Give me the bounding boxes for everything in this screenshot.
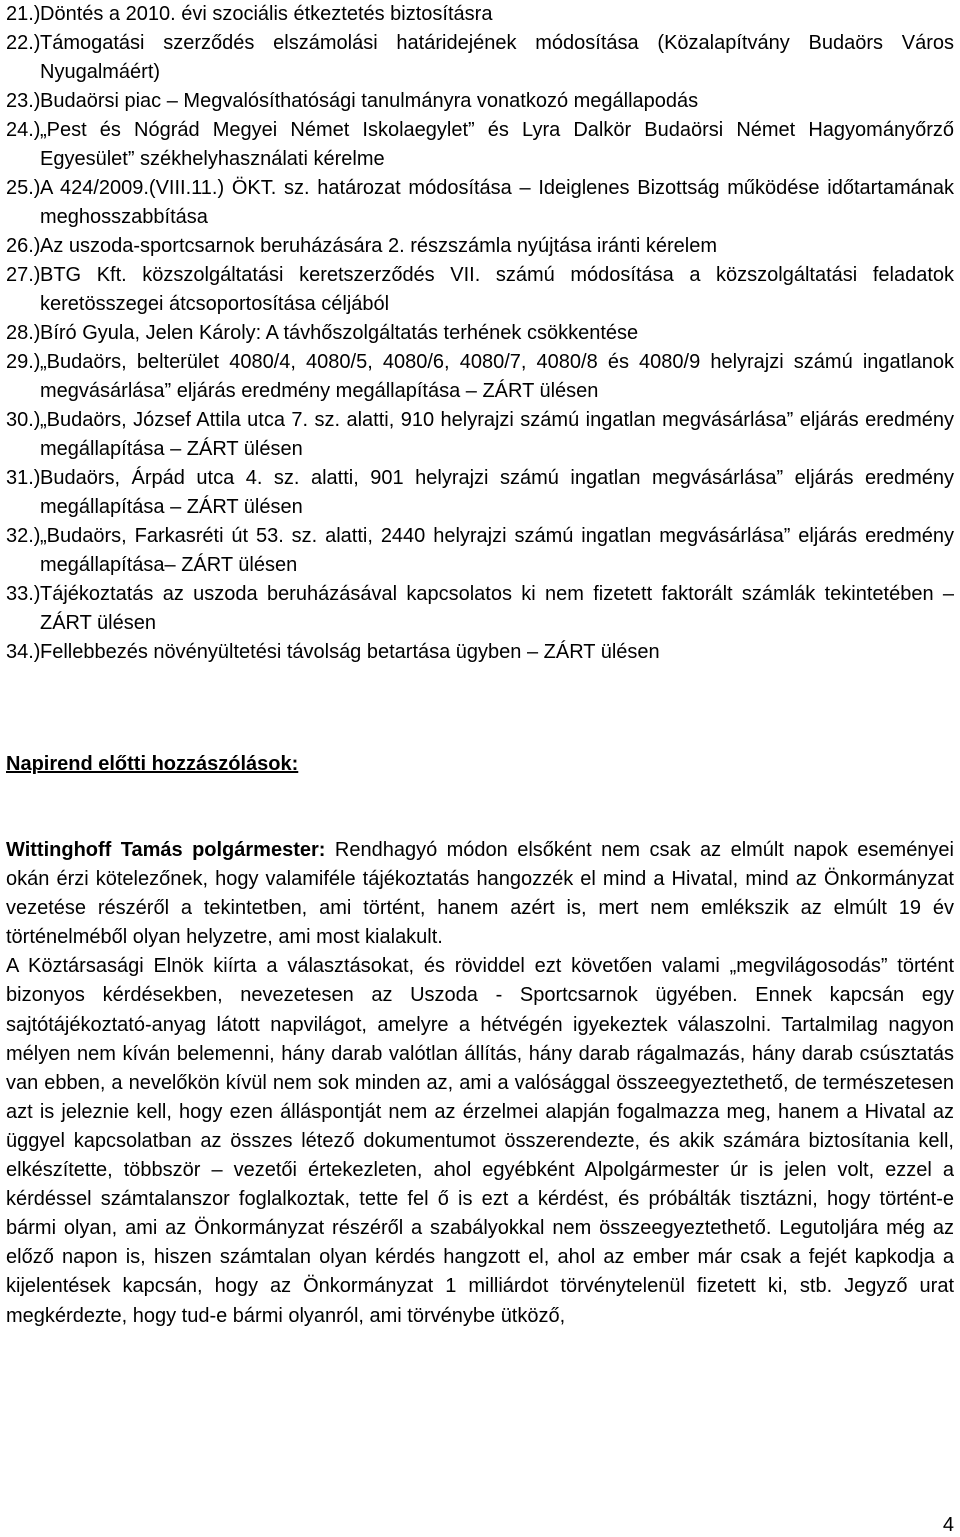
agenda-item-number: 32.) (6, 525, 41, 547)
agenda-item-text: BTG Kft. közszolgáltatási keretszerződés VII. számú módosítása a közszolgáltatási feladatok keretösszegei átcsoportosítása céljából (40, 264, 954, 315)
agenda-item-text: „Budaörs, Farkasréti út 53. sz. alatti, 2440 helyrajzi számú ingatlan megvásárlása” eljárás eredmény megállapítása– ZÁRT ülésen (40, 525, 954, 576)
agenda-item-number: 30.) (6, 409, 41, 431)
agenda-item-text: Budaörsi piac – Megvalósíthatósági tanulmányra vonatkozó megállapodás (40, 90, 699, 112)
agenda-item-number: 26.) (6, 235, 41, 257)
agenda-item-text: A 424/2009.(VIII.11.) ÖKT. sz. határozat módosítása – Ideiglenes Bizottság működése időtartamának meghosszabbítása (40, 177, 954, 228)
agenda-item-text: Döntés a 2010. évi szociális étkeztetés biztosításra (40, 3, 493, 25)
speaker-name: Wittinghoff Tamás polgármester: (6, 839, 326, 861)
agenda-item-24 (6, 116, 954, 174)
agenda-item-text: Az uszoda-sportcsarnok beruházására 2. részszámla nyújtása iránti kérelem (40, 235, 717, 257)
agenda-item-number: 29.) (6, 351, 41, 373)
agenda-item-29 (6, 348, 954, 406)
agenda-item-text: „Pest és Nógrád Megyei Német Iskolaegylet” és Lyra Dalkör Budaörsi Német Hagyományőrző Egyesület” székhelyhasználati kérelme (40, 119, 954, 170)
agenda-item-text: „Budaörs, József Attila utca 7. sz. alatti, 910 helyrajzi számú ingatlan megvásárlása” eljárás eredmény megállapítása – ZÁRT ülésen (40, 409, 954, 460)
agenda-item-text: Fellebbezés növényültetési távolság betartása ügyben – ZÁRT ülésen (40, 641, 660, 663)
speech-text-2: A Köztársasági Elnök kiírta a választásokat, és röviddel ezt követően valami „megvilágosodás” történt bizonyos kérdésekben, nevezetesen az Uszoda - Sportcsarnok ügyében. Ennek kapcsán egy sajtótájékoztató-anyag látott napvilágot, amelyre a hétvégén igyekeztek válaszolni. Tartalmilag nagyon mélyen nem kíván belemenni, hány darab valótlan állítás, hány darab rágalmazás, hány darab csúsztatás van ebben, a nevelőkön kívül nem sok minden az, ami a valósággal összeegyeztethető, de természetesen azt is jeleznie kell, hogy ezen álláspontját nem az érzelmei alapján fogalmazza meg, hanem a Hivatal az üggyel kapcsolatban az összes létező dokumentumot összerendezte, és akik számára biztosítania kell, elkészítette, többször – vezetői értekezleten, ahol egyébként Alpolgármester úr is jelen volt, ezzel a kérdéssel számtalanszor foglalkoztak, tette fel ő is ezt a kérdést, és próbálták tisztázni, hogy történt-e bármi olyan, ami az Önkormányzat részéről a szabályokkal nem összeegyeztethető. Legutoljára még az előző napon is, hiszen számtalan olyan kérdés hangzott el, ahol az ember már csak a fejét kapkodja a kijelentések kapcsán, hogy az Önkormányzat 1 milliárdot törvénytelenül fizetett ki, stb. Jegyző urat megkérdezte, hogy tud-e bármi olyanról, ami törvénybe ütköző, (6, 955, 954, 1327)
agenda-item-number: 33.) (6, 583, 41, 605)
agenda-item-23 (6, 87, 954, 116)
speech-text-1: Rendhagyó módon elsőként nem csak az elmúlt napok eseményei okán érzi kötelezőnek, hogy valamiféle tájékoztatás hangozzék el mind a Hivatal, mind az Önkormányzat vezetése részéről a tekintetben, ami történt, hanem azért is, mert nem emlékszik az elmúlt 19 év történelméből olyan helyzetre, ami most kialakult. (6, 839, 954, 949)
agenda-item-34 (6, 638, 954, 667)
agenda-item-21 (6, 0, 954, 29)
agenda-item-25 (6, 174, 954, 232)
agenda-item-number: 21.) (6, 3, 41, 25)
agenda-item-number: 31.) (6, 467, 41, 489)
agenda-item-text: Bíró Gyula, Jelen Károly: A távhőszolgáltatás terhének csökkentése (40, 322, 639, 344)
page-number: 4 (942, 1514, 954, 1536)
agenda-item-text: Budaörs, Árpád utca 4. sz. alatti, 901 helyrajzi számú ingatlan megvásárlása” eljárás eredmény megállapítása – ZÁRT ülésen (40, 467, 954, 518)
agenda-item-number: 28.) (6, 322, 41, 344)
agenda-item-number: 27.) (6, 264, 41, 286)
agenda-item-26 (6, 232, 954, 261)
agenda-item-28 (6, 319, 954, 348)
speech-paragraph-1 (6, 836, 954, 952)
agenda-item-text: Tájékoztatás az uszoda beruházásával kapcsolatos ki nem fizetett faktorált számlák tekintetében – ZÁRT ülésen (40, 583, 954, 634)
speech-block (6, 836, 954, 1331)
agenda-item-32 (6, 522, 954, 580)
agenda-item-text: „Budaörs, belterület 4080/4, 4080/5, 4080/6, 4080/7, 4080/8 és 4080/9 helyrajzi számú ingatlanok megvásárlása” eljárás eredmény megállapítása – ZÁRT ülésen (40, 351, 954, 402)
agenda-item-33 (6, 580, 954, 638)
section-heading: Napirend előtti hozzászólások: (6, 753, 299, 775)
agenda-item-number: 24.) (6, 119, 41, 141)
agenda-item-30 (6, 406, 954, 464)
agenda-item-27 (6, 261, 954, 319)
speech-paragraph-2 (6, 952, 954, 1330)
agenda-item-text: Támogatási szerződés elszámolási határidejének módosítása (Közalapítvány Budaörs Város Nyugalmáért) (40, 32, 954, 83)
agenda-item-number: 34.) (6, 641, 41, 663)
agenda-list (6, 0, 954, 667)
agenda-item-number: 25.) (6, 177, 41, 199)
agenda-item-number: 23.) (6, 90, 41, 112)
agenda-item-31 (6, 464, 954, 522)
agenda-item-number: 22.) (6, 32, 41, 54)
agenda-item-22 (6, 29, 954, 87)
